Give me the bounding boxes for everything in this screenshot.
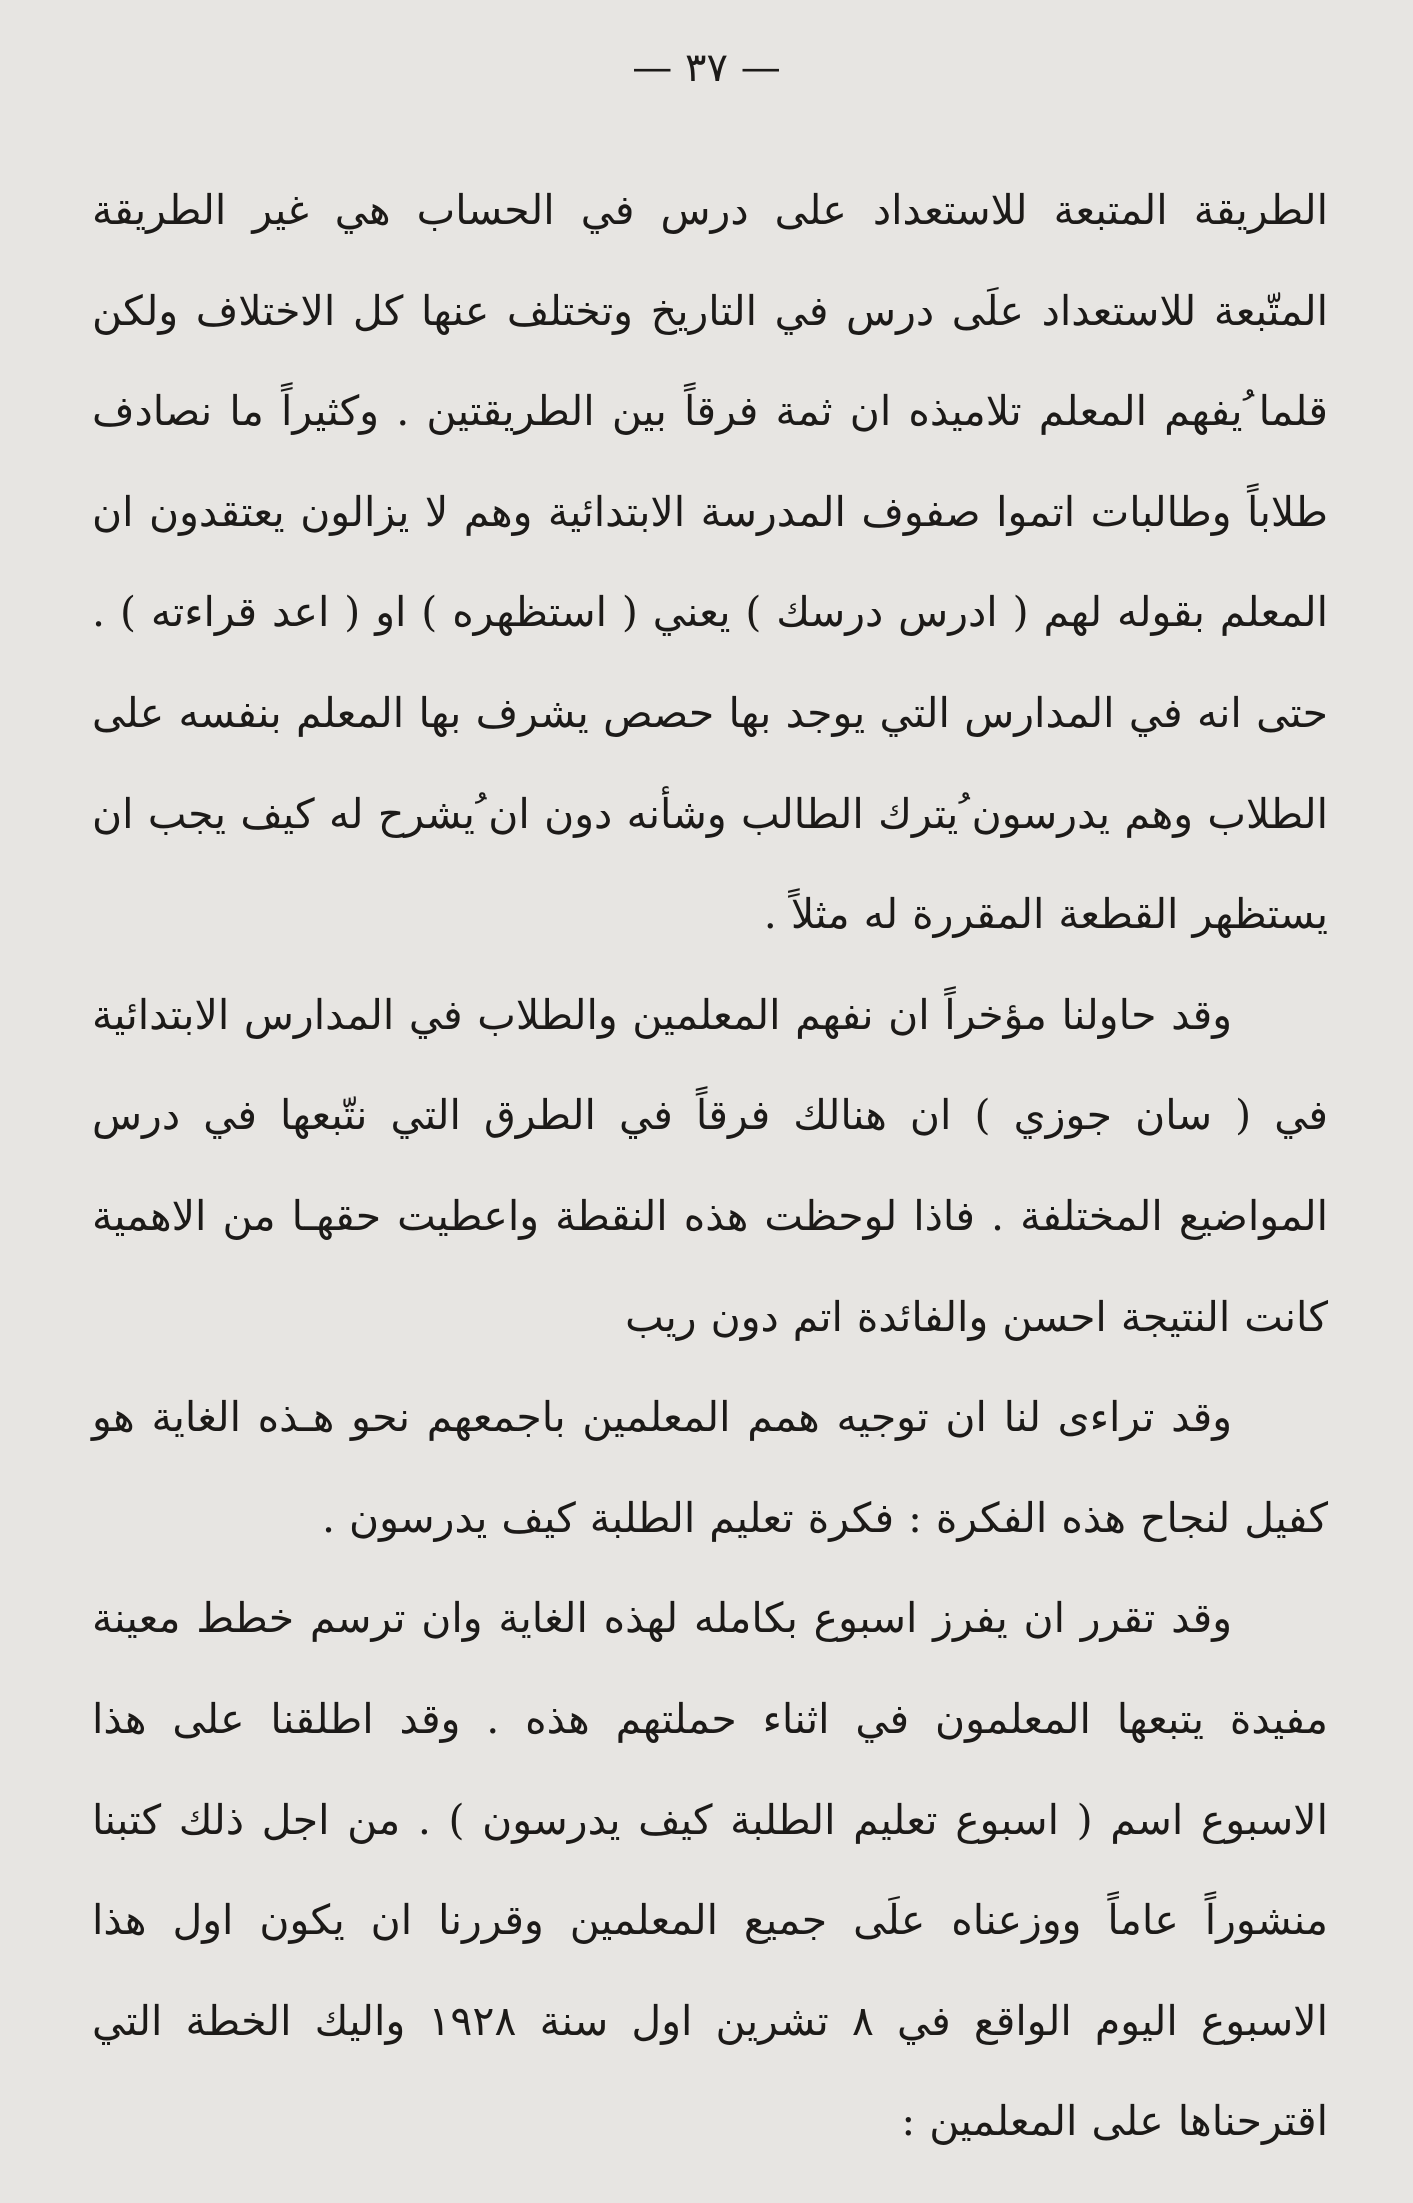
page-body	[92, 160, 1328, 2172]
paragraph-2: وقد حاولنا مؤخراً ان نفهم المعلمين والطلاب في المدارس الابتدائية في ( سان جوزي ) ان هنالك فرقاً في الطرق التي نتّبعها في درس المواضيع المختلفة . فاذا لوحظت هذه النقطة واعطيت حقهـا من الاهمية كانت النتيجة احسن والفائدة اتم دون ريب	[92, 990, 1328, 1341]
page-number: — ٣٧ —	[632, 45, 781, 91]
paragraph-4: وقد تقرر ان يفرز اسبوع بكامله لهذه الغاية وان ترسم خطط معينة مفيدة يتبعها المعلمون في اثناء حملتهم هذه . وقد اطلقنا على هذا الاسبوع اسم ( اسبوع تعليم الطلبة كيف يدرسون ) . من اجل ذلك كتبنا منشوراً عاماً ووزعناه علَى جميع المعلمين وقررنا ان يكون اول هذا الاسبوع اليوم الواقع في ٨ تشرين اول سنة ١٩٢٨ واليك الخطة التي اقترحناها على المعلمين :	[92, 1594, 1328, 2146]
paragraph-3: وقد تراءى لنا ان توجيه همم المعلمين باجمعهم نحو هـذه الغاية هو كفيل لنجاح هذه الفكرة : فكرة تعليم الطلبة كيف يدرسون .	[92, 1393, 1328, 1542]
paragraph-1: الطريقة المتبعة للاستعداد على درس في الحساب هي غير الطريقة المتّبعة للاستعداد علَى درس في التاريخ وتختلف عنها كل الاختلاف ولكن قلما ُيفهم المعلم تلاميذه ان ثمة فرقاً بين الطريقتين . وكثيراً ما نصادف طلاباً وطالبات اتموا صفوف المدرسة الابتدائية وهم لا يزالون يعتقدون ان المعلم بقوله لهم ( ادرس درسك ) يعني ( استظهره ) او ( اعد قراءته ) . حتى انه في المدارس التي يوجد بها حصص يشرف بها المعلم بنفسه على الطلاب وهم يدرسون ُيترك الطالب وشأنه دون ان ُيشرح له كيف يجب ان يستظهر القطعة المقررة له مثلاً .	[92, 186, 1328, 939]
